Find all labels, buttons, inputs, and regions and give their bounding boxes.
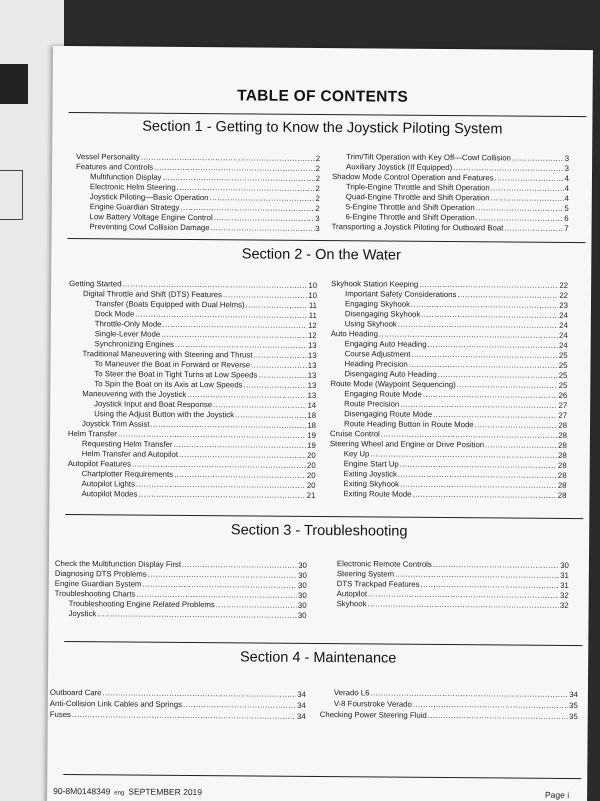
dot-leader — [258, 371, 306, 381]
adjacent-page-graphic — [0, 64, 28, 104]
toc-entry — [76, 222, 320, 234]
toc-entry-page: 25 — [558, 360, 568, 370]
section-4-left-column — [50, 687, 306, 722]
toc-entry-page: 3 — [315, 223, 320, 233]
toc-entry-page: 35 — [569, 711, 578, 722]
toc-entry-page: 31 — [560, 570, 569, 580]
toc-entry-page: 13 — [307, 360, 317, 370]
dot-leader — [412, 490, 556, 501]
toc-entry-title: Traditional Maneuvering with Steering and Thrust — [82, 349, 253, 360]
toc-entry-page: 30 — [297, 610, 307, 620]
toc-entry-title: Disengaging Skyhook — [344, 309, 421, 319]
dot-leader — [251, 360, 307, 370]
dot-leader — [216, 600, 297, 611]
toc-entry-title: Joystick Trim Assist — [81, 419, 150, 429]
toc-entry-title: Route Precision — [344, 399, 400, 409]
section-1-heading: Section 1 - Getting to Know the Joystick Piloting System — [142, 118, 503, 138]
toc-entry-title: Using the Adjust Button with the Joystick — [94, 409, 235, 420]
toc-entry-title: Electronic Helm Steering — [89, 182, 176, 192]
section-3-left-column — [54, 559, 306, 621]
toc-entry-title: Exiting Route Mode — [343, 489, 412, 499]
dot-leader — [476, 213, 564, 224]
page-title: TABLE OF CONTENTS — [237, 87, 409, 106]
toc-entry-title: Engaging Auto Heading — [344, 339, 427, 349]
toc-entry-page: 22 — [559, 280, 569, 290]
toc-entry-page: 10 — [308, 280, 318, 290]
toc-entry — [50, 709, 306, 722]
toc-entry-title: Triple-Engine Throttle and Shift Operation — [345, 182, 490, 193]
dot-leader — [491, 193, 564, 204]
dot-leader — [428, 710, 568, 722]
toc-entry-title: Getting Started — [69, 279, 122, 289]
toc-entry-title: Quad-Engine Throttle and Shift Operation — [345, 192, 490, 203]
toc-entry-page: 14 — [307, 400, 317, 410]
toc-entry-title: Check the Multifunction Display First — [54, 558, 182, 569]
toc-entry-title: Preventing Cowl Collision Damage — [89, 222, 210, 233]
toc-entry-page: 2 — [315, 173, 320, 183]
toc-entry-page: 13 — [307, 390, 317, 400]
dot-leader — [246, 300, 308, 310]
toc-entry-page: 3 — [564, 163, 570, 173]
toc-entry-title: Engaging Skyhook — [344, 299, 411, 309]
toc-entry-page: 12 — [308, 330, 317, 340]
toc-entry-page: 27 — [558, 410, 568, 420]
toc-entry-title: Maneuvering with the Joystick — [82, 389, 187, 399]
toc-entry-page: 18 — [307, 420, 317, 430]
toc-entry-title: Important Safety Considerations — [345, 289, 457, 300]
toc-entry-page: 5 — [564, 203, 569, 213]
toc-entry-page: 26 — [558, 390, 568, 400]
adjacent-page-box — [0, 170, 23, 220]
toc-entry-title: Throttle-Only Mode — [94, 319, 162, 329]
toc-entry-page: 28 — [557, 490, 567, 500]
toc-entry-page: 28 — [558, 430, 567, 440]
toc-entry-title: V-8 Fourstroke Verado — [333, 699, 412, 709]
dot-leader — [72, 709, 296, 722]
toc-entry-title: Autopilot Modes — [81, 489, 138, 499]
toc-entry-page: 3 — [315, 213, 320, 223]
dot-leader — [223, 290, 307, 301]
toc-entry-title: Checking Power Steering Fluid — [319, 710, 427, 720]
toc-entry-title: To Spin the Boat on its Axis at Low Speeds — [94, 379, 243, 390]
section-2-right-column — [329, 279, 568, 501]
toc-entry-title: Vessel Personality — [76, 152, 140, 162]
dot-leader — [253, 350, 306, 360]
toc-entry-title: 6-Engine Throttle and Shift Operation — [345, 212, 475, 223]
publication-date: SEPTEMBER 2019 — [128, 786, 203, 798]
toc-entry-page: 34 — [297, 700, 306, 710]
toc-entry-page: 34 — [569, 689, 578, 700]
document-number: 90-8M0148349 — [53, 785, 111, 797]
toc-entry-title: Troubleshooting Engine Related Problems — [68, 599, 215, 610]
dot-leader — [211, 223, 315, 234]
footer-left — [53, 786, 202, 797]
toc-entry-page: 30 — [297, 600, 307, 610]
toc-entry — [337, 599, 569, 611]
dot-leader — [476, 203, 564, 214]
toc-entry-page: 22 — [559, 290, 569, 300]
toc-entry-page: 10 — [308, 290, 318, 300]
toc-entry-title: Heading Precision — [344, 359, 408, 369]
toc-entry-title: To Steer the Boat in Tight Turns at Low Speeds — [94, 369, 258, 380]
toc-entry-page: 28 — [557, 470, 567, 480]
toc-entry-title: Auto Heading — [330, 329, 379, 339]
dot-leader — [138, 490, 305, 501]
toc-entry-page: 27 — [558, 400, 568, 410]
toc-entry-title: Dock Mode — [94, 309, 135, 319]
toc-entry-title: Engaging Route Mode — [344, 389, 422, 399]
toc-entry — [54, 609, 306, 621]
section-2-left-column — [67, 279, 317, 501]
toc-entry-title: Exiting Skyhook — [343, 479, 400, 489]
toc-entry-page: 25 — [558, 370, 568, 380]
toc-entry-page: 25 — [558, 350, 568, 360]
toc-entry-title: DTS Trackpad Features — [336, 579, 420, 589]
toc-entry-title: To Maneuver the Boat in Forward or Reverse — [94, 359, 251, 370]
toc-entry-title: Skyhook — [336, 599, 367, 609]
toc-entry-page: 31 — [560, 580, 569, 590]
toc-entry-title: Disengaging Route Mode — [344, 409, 433, 419]
toc-entry-title: Auxiliary Joystick (If Equipped) — [346, 162, 453, 173]
toc-entry-title: Digital Throttle and Shift (DTS) Features — [83, 289, 223, 300]
toc-entry-title: Engine Guardian Strategy — [89, 202, 180, 212]
divider — [68, 112, 586, 117]
toc-entry-title: Trim/Tilt Operation with Key Off—Cowl Collision — [346, 152, 511, 163]
toc-entry-page: 12 — [308, 320, 317, 330]
toc-entry-page: 6 — [564, 213, 569, 223]
toc-entry-page: 30 — [298, 560, 307, 570]
toc-entry-title: Autopilot Features — [67, 459, 132, 469]
toc-entry-page: 20 — [306, 460, 316, 470]
toc-entry-page: 2 — [315, 153, 321, 163]
toc-entry-page: 30 — [298, 580, 307, 590]
dot-leader — [367, 599, 558, 611]
toc-entry-title: Transporting a Joystick Piloting for Outboard Boat — [331, 222, 504, 233]
toc-entry-page: 28 — [557, 480, 567, 490]
toc-entry-title: Autopilot — [336, 589, 368, 599]
toc-entry-page: 11 — [308, 310, 317, 320]
toc-entry-title: Troubleshooting Charts — [54, 588, 136, 599]
toc-entry-title: Requesting Helm Transfer — [81, 439, 173, 449]
toc-entry-page: 24 — [559, 310, 568, 320]
dot-leader — [183, 699, 296, 711]
section-3-right-column — [337, 559, 569, 611]
toc-entry — [67, 489, 315, 501]
toc-entry-page: 24 — [559, 320, 568, 330]
toc-entry-page: 20 — [306, 470, 316, 480]
toc-entry-page: 28 — [558, 440, 567, 450]
section-4-right-column — [320, 687, 578, 722]
section-2-heading: Section 2 - On the Water — [241, 246, 401, 264]
toc-entry-title: Disengaging Auto Heading — [344, 369, 437, 379]
toc-entry-page: 34 — [297, 711, 306, 721]
page-footer — [47, 785, 587, 800]
dot-leader — [475, 420, 558, 431]
dot-leader — [512, 153, 564, 163]
toc-entry-page: 18 — [307, 410, 317, 420]
page-number: Page i — [544, 789, 570, 800]
toc-entry-page: 30 — [298, 570, 307, 580]
toc-entry-page: 32 — [559, 590, 569, 600]
toc-entry-page: 13 — [307, 350, 317, 360]
toc-entry-title: Single-Lever Mode — [94, 329, 161, 339]
toc-entry-title: Joystick Input and Boat Response — [94, 399, 213, 410]
language-code: eng — [114, 790, 125, 797]
toc-entry-title: Verado L6 — [333, 688, 370, 698]
toc-entry-page: 28 — [557, 460, 567, 470]
toc-entry-page: 2 — [315, 203, 320, 213]
toc-entry-page: 13 — [307, 370, 317, 380]
toc-entry-title: Multifunction Display — [89, 172, 162, 182]
toc-entry-page: 24 — [559, 330, 568, 340]
toc-entry-title: 5-Engine Throttle and Shift Operation — [345, 202, 475, 213]
toc-entry-title: Helm Transfer and Autopilot — [81, 449, 179, 459]
toc-entry-title: Skyhook Station Keeping — [331, 279, 419, 289]
toc-entry-title: Fuses — [49, 709, 72, 720]
toc-entry-title: Electronic Remote Controls — [336, 559, 432, 569]
toc-entry-title: Features and Controls — [76, 162, 154, 172]
toc-entry-title: Exiting Joystick — [343, 469, 397, 479]
dot-leader — [244, 380, 307, 390]
toc-entry-title: Helm Transfer — [67, 429, 117, 439]
toc-entry-page: 20 — [307, 450, 316, 460]
toc-entry-page: 2 — [315, 183, 320, 193]
toc-entry-page: 3 — [564, 153, 570, 163]
toc-entry-title: Low Battery Voltage Engine Control — [89, 212, 213, 223]
toc-entry — [332, 222, 569, 234]
toc-entry-page: 4 — [564, 183, 569, 193]
toc-entry-page: 21 — [306, 490, 316, 500]
footer-divider — [63, 774, 581, 779]
divider — [64, 641, 582, 646]
toc-entry-page: 28 — [558, 420, 568, 430]
toc-entry-title: Autopilot Lights — [81, 479, 135, 489]
toc-entry-title: Course Adjustment — [344, 349, 411, 359]
toc-entry-page: 30 — [297, 590, 307, 600]
dot-leader — [235, 410, 306, 421]
toc-entry-page: 23 — [559, 300, 569, 310]
toc-entry-title: Anti-Collision Link Cables and Springs — [49, 698, 183, 709]
toc-entry-title: Engine Start Up — [343, 459, 399, 469]
divider — [67, 238, 585, 243]
toc-entry-page: 2 — [315, 193, 320, 203]
toc-entry-title: Cruise Control — [329, 429, 380, 439]
toc-entry-title: Joystick — [68, 609, 97, 619]
toc-entry-title: Using Skyhook — [344, 319, 397, 329]
toc-entry-page: 35 — [569, 700, 578, 711]
toc-entry-page: 19 — [307, 440, 316, 450]
dot-leader — [504, 223, 563, 233]
toc-entry-title: Joystick Piloting—Basic Operation — [89, 192, 209, 203]
toc-entry-page: 19 — [307, 430, 316, 440]
section-3-heading: Section 3 - Troubleshooting — [230, 522, 408, 540]
toc-entry-title: Chartplotter Requirements — [81, 469, 174, 479]
toc-entry-page: 30 — [560, 560, 569, 570]
dot-leader — [485, 440, 557, 451]
toc-entry-page: 13 — [307, 380, 317, 390]
toc-entry — [329, 489, 566, 501]
toc-entry-page: 24 — [558, 340, 568, 350]
section-4-heading: Section 4 - Maintenance — [239, 649, 397, 667]
toc-entry-page: 4 — [564, 173, 570, 183]
toc-entry-title: Route Mode (Waypoint Sequencing) — [330, 379, 456, 390]
toc-entry-page: 13 — [307, 340, 317, 350]
divider — [65, 514, 583, 519]
document-page — [47, 46, 593, 801]
section-1-left-column — [76, 152, 321, 234]
toc-entry-title: Shadow Mode Control Operation and Features — [331, 172, 494, 183]
toc-entry-page: 7 — [564, 223, 569, 233]
dot-leader — [97, 609, 297, 621]
toc-entry-title: Diagnosing DTS Problems — [54, 568, 147, 579]
section-1-right-column — [332, 152, 570, 234]
toc-entry-page: 4 — [564, 193, 569, 203]
toc-entry-page: 20 — [306, 480, 316, 490]
toc-entry-title: Outboard Care — [49, 687, 102, 698]
toc-entry — [320, 709, 578, 722]
toc-entry-title: Steering Wheel and Engine or Drive Position — [329, 439, 485, 450]
toc-entry-page: 2 — [315, 163, 321, 173]
dot-leader — [495, 173, 564, 184]
toc-entry-title: Transfer (Boats Equipped with Dual Helms) — [94, 299, 245, 310]
toc-entry-page: 11 — [308, 300, 317, 310]
toc-entry-page: 25 — [558, 380, 568, 390]
toc-entry-page: 34 — [297, 689, 306, 699]
toc-entry-title: Route Heading Button in Route Mode — [343, 419, 474, 430]
toc-entry-title: Engine Guardian System — [54, 578, 142, 589]
toc-entry-page: 28 — [558, 450, 567, 460]
dot-leader — [491, 183, 564, 194]
toc-entry-title: Synchronizing Engines — [94, 339, 175, 349]
toc-entry-title: Steering System — [336, 569, 395, 579]
toc-entry-title: Key Up — [343, 449, 370, 459]
toc-entry-page: 32 — [559, 600, 569, 610]
